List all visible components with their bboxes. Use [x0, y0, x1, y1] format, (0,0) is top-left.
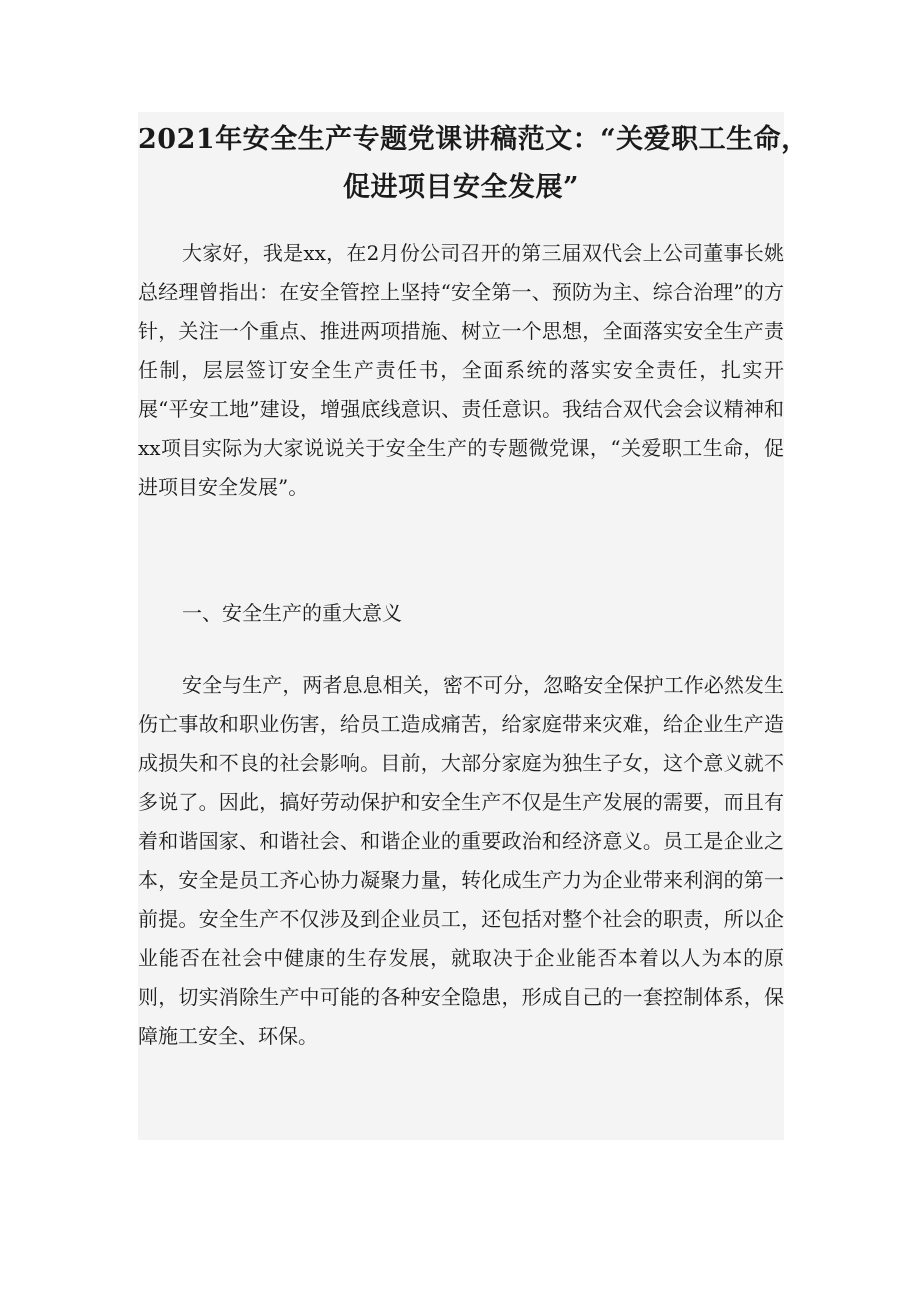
- section-heading-1: 一、安全生产的重大意义: [182, 601, 402, 625]
- document-title: [138, 116, 809, 212]
- document-page: [138, 112, 809, 1140]
- title-line-2: 促进项目安全发展”: [342, 172, 580, 203]
- title-line-1: 2021年安全生产专题党课讲稿范文：“关爱职工生命，: [138, 124, 809, 155]
- section-1-paragraph: 安全与生产，两者息息相关，密不可分，忽略安全保护工作必然发生伤亡事故和职业伤害，给员工造成痛苦，给家庭带来灾难，给企业生产造成损失和不良的社会影响。目前，大部分家庭为独生子女，这个意义就不多说了。因此，搞好劳动保护和安全生产不仅是生产发展的需要，而且有着和谐国家、和谐社会、和谐企业的重要政治和经济意义。员工是企业之本，安全是员工齐心协力凝聚力量，转化成生产力为企业带来利润的第一前提。安全生产不仅涉及到企业员工，还包括对整个社会的职责，所以企业能否在社会中健康的生存发展，就取决于企业能否本着以人为本的原则，切实消除生产中可能的各种安全隐患，形成自己的一套控制体系，保障施工安全、环保。: [138, 673, 784, 1048]
- intro-paragraph: 大家好，我是xx，在2月份公司召开的第三届双代会上公司董事长姚总经理曾指出：在安全管控上坚持“安全第一、预防为主、综合治理”的方针，关注一个重点、推进两项措施、树立一个思想，全面落实安全生产责任制，层层签订安全生产责任书，全面系统的落实安全责任，扎实开展“平安工地”建设，增强底线意识、责任意识。我结合双代会会议精神和xx项目实际为大家说说关于安全生产的专题微党课，“关爱职工生命，促进项目安全发展”。: [138, 241, 784, 499]
